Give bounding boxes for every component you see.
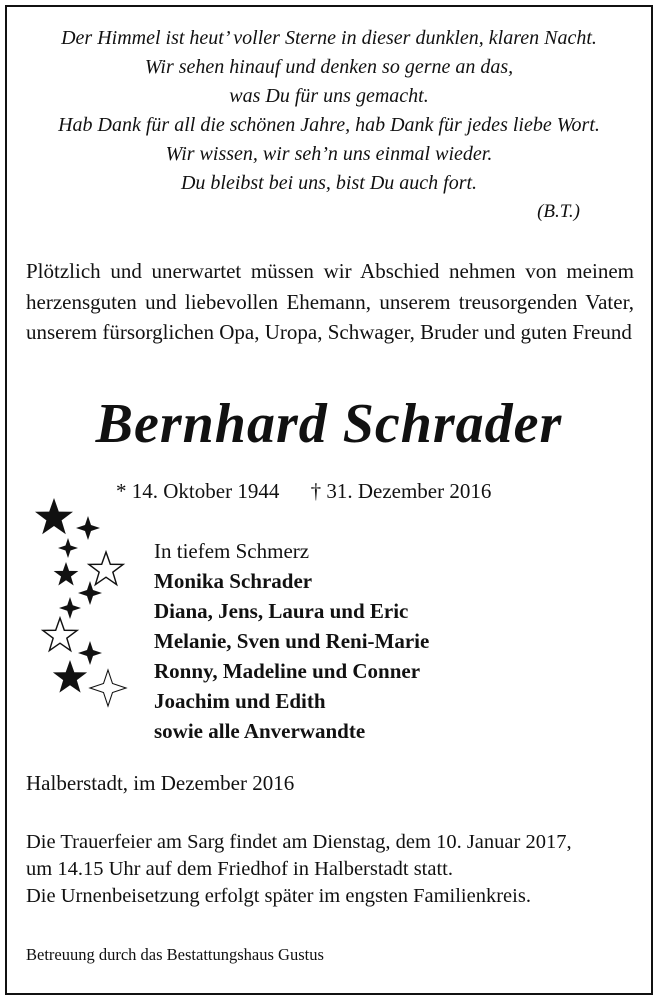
deceased-name: Bernhard Schrader xyxy=(95,393,563,455)
funeral-home-credit: Betreuung durch das Bestattungshaus Gustus xyxy=(26,945,324,964)
service-line: Die Urnenbeisetzung erfolgt später im engsten Familienkreis. xyxy=(26,885,531,907)
mourners-list xyxy=(154,536,429,746)
star-icon xyxy=(76,516,100,540)
mourner-entry: Melanie, Sven und Reni-Marie xyxy=(154,629,430,653)
death-date: † 31. Dezember 2016 xyxy=(310,479,492,503)
mourner-entry: Monika Schrader xyxy=(154,569,313,593)
poem-line: was Du für uns gemacht. xyxy=(229,85,429,107)
poem-line: Du bleibst bei uns, bist Du auch fort. xyxy=(180,172,478,194)
star-outline-icon xyxy=(89,552,123,585)
mourner-entry: Joachim und Edith xyxy=(154,689,326,713)
poem-line: Hab Dank für all die schönen Jahre, hab Dank für jedes liebe Wort. xyxy=(58,114,600,136)
star-icon xyxy=(54,562,79,586)
star-icon xyxy=(53,660,87,693)
birth-date: * 14. Oktober 1944 xyxy=(116,479,280,503)
service-line: um 14.15 Uhr auf dem Friedhof in Halberstadt statt. xyxy=(26,858,453,880)
star-icon xyxy=(59,597,81,619)
poem-line: Wir wissen, wir seh’n uns einmal wieder. xyxy=(165,143,493,165)
poem-line: Der Himmel ist heut’ voller Sterne in dieser dunklen, klaren Nacht. xyxy=(61,27,597,49)
poem-author-initials: (B.T.) xyxy=(537,201,580,222)
poem-line: Wir sehen hinauf und denken so gerne an das, xyxy=(144,56,514,78)
star-outline-icon xyxy=(90,670,126,706)
star-icon xyxy=(78,581,102,605)
mourner-entry: sowie alle Anverwandte xyxy=(154,719,366,743)
service-info xyxy=(26,829,634,910)
mourner-entry: Diana, Jens, Laura und Eric xyxy=(154,599,409,623)
poem xyxy=(0,24,658,198)
life-dates xyxy=(116,479,491,504)
mourners-lead: In tiefem Schmerz xyxy=(154,539,310,563)
star-icon xyxy=(58,538,78,558)
star-icon xyxy=(35,498,73,534)
intro-paragraph: Plötzlich und unerwartet müssen wir Abschied nehmen von meinem herzensguten und liebevollen Ehemann, unserem treusorgenden Vater, unserem fürsorglichen Opa, Uropa, Schwager, Bruder und guten Freund xyxy=(26,259,634,344)
mourner-entry: Ronny, Madeline und Conner xyxy=(154,659,421,683)
star-icon xyxy=(78,641,102,665)
star-outline-icon xyxy=(43,618,77,651)
service-line: Die Trauerfeier am Sarg findet am Dienstag, dem 10. Januar 2017, xyxy=(26,831,572,853)
place-date: Halberstadt, im Dezember 2016 xyxy=(26,771,295,795)
stars-decoration xyxy=(26,490,136,720)
